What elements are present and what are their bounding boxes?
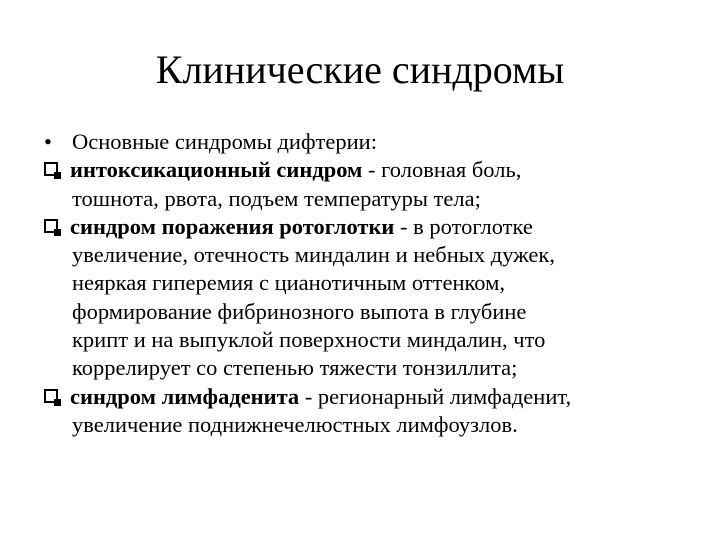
- intro-bullet: [44, 128, 694, 156]
- syndrome-desc-line: увеличение поднижнечелюстных лимфоузлов.: [72, 411, 518, 437]
- checkbox-bullet-icon: [44, 219, 58, 233]
- syndrome-desc-line: тошнота, рвота, подъем температуры тела;: [72, 185, 481, 211]
- syndrome-desc-line: коррелирует со степенью тяжести тонзиллита;: [72, 355, 518, 381]
- checkbox-bullet-icon: [44, 389, 58, 403]
- bullet-dot-icon: •: [44, 129, 52, 154]
- syndrome-desc-line: - головная боль,: [362, 157, 522, 183]
- syndrome-desc-line: крипт и на выпуклой поверхности миндалин, что: [72, 327, 546, 353]
- syndrome-desc-line: неяркая гиперемия с цианотичным оттенком,: [72, 270, 505, 296]
- syndrome-term: интоксикационный синдром: [70, 157, 363, 183]
- syndrome-desc-line: увеличение, отечность миндалин и небных дужек,: [72, 242, 555, 268]
- syndrome-desc-line: формирование фибринозного выпота в глубине: [72, 298, 527, 324]
- syndrome-desc-line: - в ротоглотке: [394, 213, 533, 239]
- slide-content: [44, 128, 694, 439]
- syndrome-item-intoxication: [44, 156, 694, 213]
- intro-text: Основные синдромы дифтерии:: [72, 129, 377, 154]
- syndrome-term: синдром лимфаденита: [70, 383, 300, 409]
- syndrome-item-lymphadenitis: [44, 383, 694, 440]
- slide-title: Клинические синдромы: [155, 47, 565, 92]
- syndrome-item-oropharynx: [44, 213, 694, 383]
- syndrome-desc-line: - регионарный лимфаденит,: [299, 383, 572, 409]
- checkbox-bullet-icon: [44, 162, 58, 176]
- syndrome-term: синдром поражения ротоглотки: [70, 213, 395, 239]
